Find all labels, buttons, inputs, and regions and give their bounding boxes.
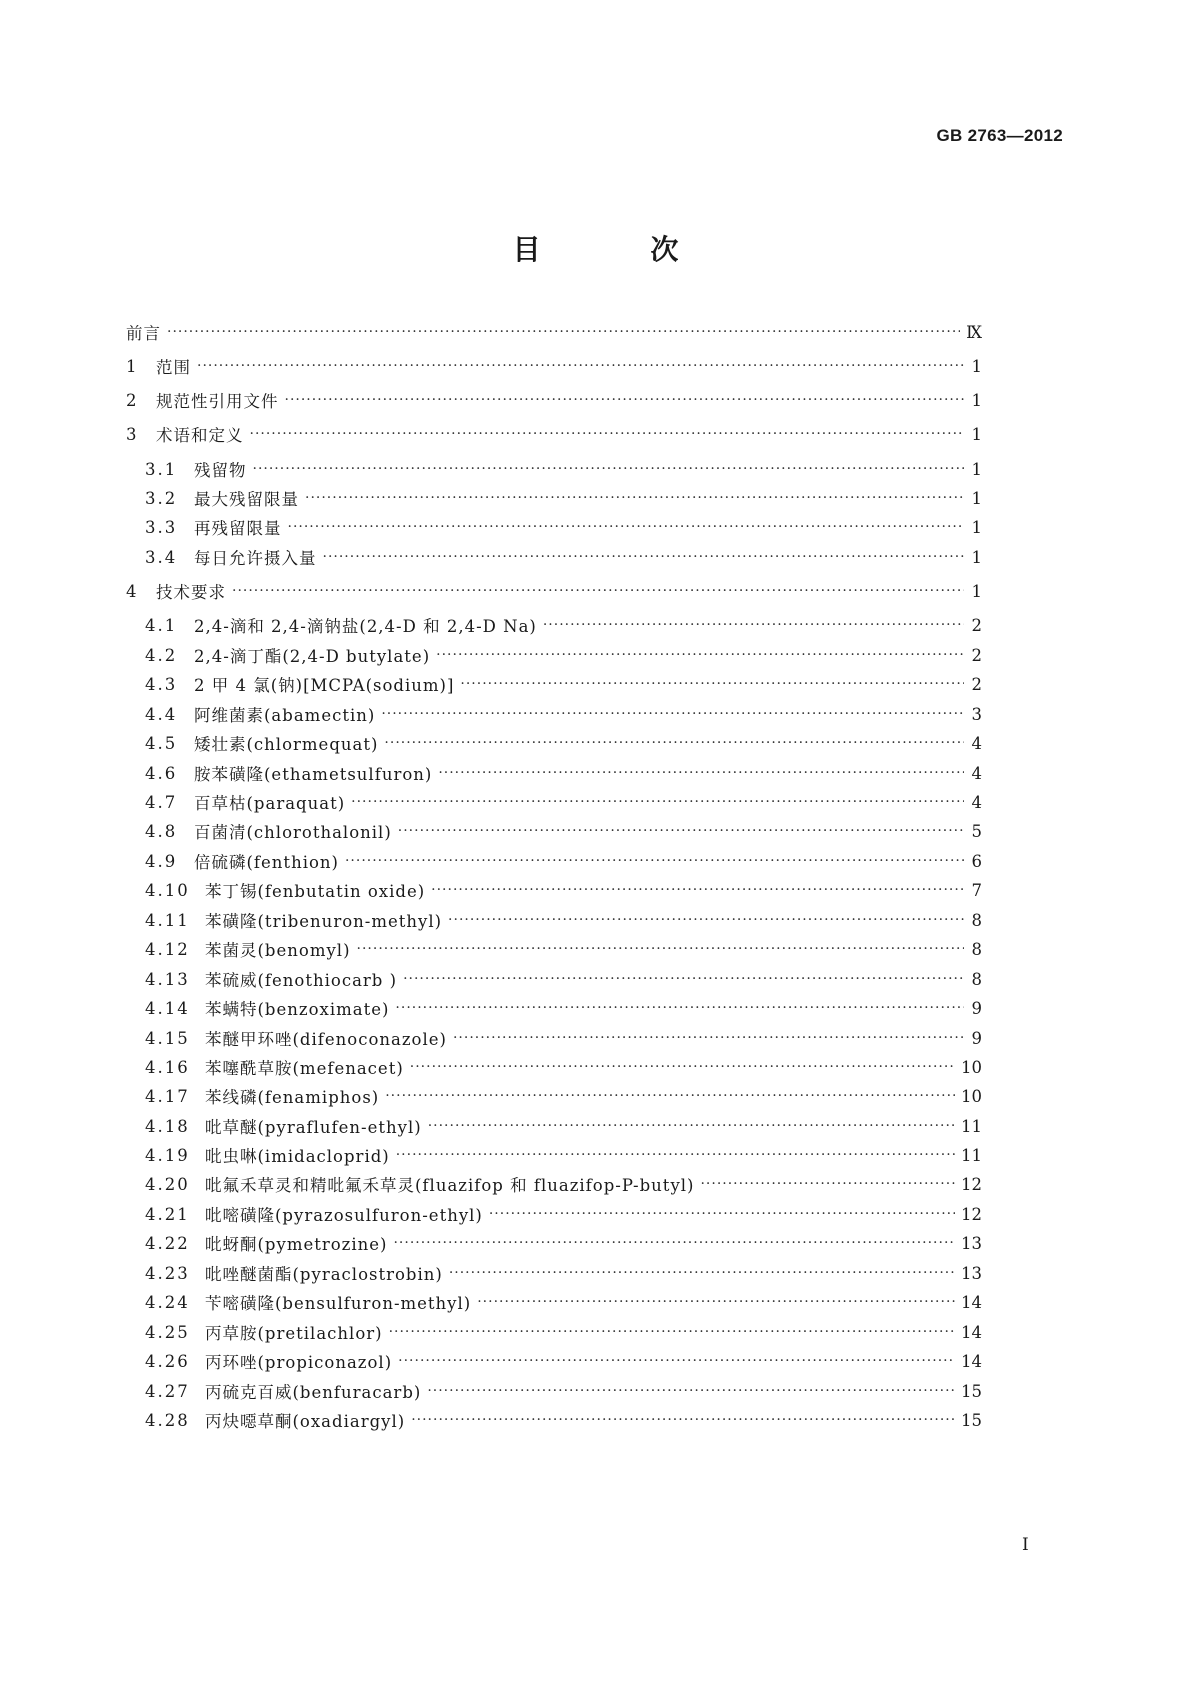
- toc-entry-number: 4.20: [145, 1174, 190, 1194]
- dot-leader: [232, 583, 964, 599]
- toc-entry-number: 4.11: [145, 910, 190, 930]
- dot-leader: [305, 490, 964, 506]
- toc-entry-number: 4.22: [145, 1233, 190, 1253]
- toc-entry-number: 1: [126, 356, 139, 376]
- toc-entry-page: 2: [971, 645, 982, 665]
- toc-entry-page: 12: [961, 1204, 982, 1224]
- toc-entry-title: 百草枯(paraquat): [194, 794, 346, 813]
- toc-entry-number: 3: [126, 424, 139, 444]
- toc-entry[interactable]: [145, 1200, 982, 1228]
- dot-leader: [543, 617, 964, 633]
- dot-leader: [288, 519, 965, 535]
- toc-entry-number: 4.7: [145, 792, 178, 812]
- toc-entry-page: 4: [971, 763, 982, 783]
- toc-entry-page: 15: [961, 1410, 982, 1430]
- toc-entry[interactable]: [145, 1377, 982, 1405]
- toc-entry-title: 吡蚜酮(pymetrozine): [205, 1235, 388, 1254]
- toc-entry-title: 丙硫克百威(benfuracarb): [205, 1383, 422, 1402]
- toc-entry-number: 4.14: [145, 998, 190, 1018]
- toc-entry-page: 1: [971, 547, 982, 567]
- dot-leader: [398, 823, 964, 839]
- toc-entry-title: 矮壮素(chlormequat): [194, 735, 379, 754]
- toc-entry-page: 8: [971, 939, 982, 959]
- toc-entry-page: 4: [971, 792, 982, 812]
- toc-entry[interactable]: [145, 876, 982, 904]
- toc-entry-number: 4.27: [145, 1381, 190, 1401]
- toc-entry-title: 苯螨特(benzoximate): [205, 1000, 390, 1019]
- toc-entry-title: 苯线磷(fenamiphos): [205, 1088, 380, 1107]
- toc-entry-number: 3.1: [145, 459, 178, 479]
- toc-entry-page: 11: [961, 1145, 982, 1165]
- toc-entry[interactable]: [145, 700, 982, 728]
- toc-entry-title: 吡唑醚菌酯(pyraclostrobin): [205, 1265, 443, 1284]
- toc-entry-number: 4.26: [145, 1351, 190, 1371]
- toc-entry[interactable]: [145, 1082, 982, 1110]
- toc-entry-title: 苯丁锡(fenbutatin oxide): [205, 882, 426, 901]
- toc-entry-page: 1: [971, 581, 982, 601]
- toc-entry-title: 规范性引用文件: [156, 392, 279, 411]
- toc-entry-title: 胺苯磺隆(ethametsulfuron): [194, 765, 433, 784]
- toc-entry-number: 4.24: [145, 1292, 190, 1312]
- toc-entry-title: 苯菌灵(benomyl): [205, 941, 351, 960]
- toc-entry[interactable]: [145, 788, 982, 816]
- toc-entry-number: 4.3: [145, 674, 178, 694]
- toc-entry[interactable]: [145, 1112, 982, 1140]
- toc-entry-page: 6: [971, 851, 982, 871]
- toc-entry-number: 3.4: [145, 547, 178, 567]
- toc-entry-title: 苯硫威(fenothiocarb ): [205, 971, 398, 990]
- toc-entry[interactable]: [145, 1170, 982, 1198]
- toc-entry-page: 7: [971, 880, 982, 900]
- toc-entry[interactable]: [145, 1406, 982, 1434]
- toc-entry-page: 1: [971, 517, 982, 537]
- toc-entry[interactable]: [145, 1024, 982, 1052]
- toc-entry-number: 4.17: [145, 1086, 190, 1106]
- toc-entry-number: 4.10: [145, 880, 190, 900]
- toc-entry[interactable]: [145, 935, 982, 963]
- toc-entry[interactable]: [145, 965, 982, 993]
- toc-entry-page: 9: [971, 1028, 982, 1048]
- toc-entry[interactable]: [126, 386, 982, 414]
- toc-entry[interactable]: [145, 729, 982, 757]
- dot-leader: [410, 1059, 955, 1075]
- toc-entry-title: 2,4-滴丁酯(2,4-D butylate): [194, 647, 431, 666]
- toc-entry-title: 苯醚甲环唑(difenoconazole): [205, 1030, 447, 1049]
- toc-entry-page: 15: [961, 1381, 982, 1401]
- dot-leader: [477, 1294, 955, 1310]
- toc-entry-title: 2 甲 4 氯(钠)[MCPA(sodium)]: [194, 676, 455, 695]
- toc-entry-title: 范围: [156, 358, 191, 377]
- dot-leader: [700, 1176, 955, 1192]
- toc-entry-title: 残留物: [194, 461, 247, 480]
- toc-entry-page: 2: [971, 674, 982, 694]
- page-number: I: [1022, 1535, 1029, 1555]
- toc-entry-number: 4.28: [145, 1410, 190, 1430]
- toc-entry[interactable]: [126, 420, 982, 448]
- toc-entry-page: 14: [961, 1292, 982, 1312]
- toc-entry-page: Ⅸ: [966, 322, 982, 342]
- dot-leader: [449, 1265, 955, 1281]
- toc-entry-page: 14: [961, 1322, 982, 1342]
- toc-entry-page: 1: [971, 390, 982, 410]
- toc-entry-title: 丙草胺(pretilachlor): [205, 1324, 383, 1343]
- toc-entry[interactable]: [145, 1288, 982, 1316]
- toc-entry-number: 4.15: [145, 1028, 190, 1048]
- toc-entry-title: 吡嘧磺隆(pyrazosulfuron-ethyl): [205, 1206, 483, 1225]
- dot-leader: [396, 1147, 955, 1163]
- dot-leader: [385, 1088, 955, 1104]
- dot-leader: [436, 647, 964, 663]
- toc-entry-page: 1: [971, 459, 982, 479]
- dot-leader: [427, 1383, 955, 1399]
- toc-entry-title: 吡氟禾草灵和精吡氟禾草灵(fluazifop 和 fluazifop-P-butyl): [205, 1176, 695, 1195]
- toc-entry[interactable]: [145, 513, 982, 541]
- standard-number: GB 2763—2012: [936, 126, 1063, 145]
- toc-entry-number: 4: [126, 581, 139, 601]
- toc-entry-number: 4.1: [145, 615, 178, 635]
- dot-leader: [197, 358, 964, 374]
- dot-leader: [357, 941, 964, 957]
- toc-entry-page: 8: [971, 910, 982, 930]
- toc-entry-title: 丙炔噁草酮(oxadiargyl): [205, 1412, 406, 1431]
- toc-entry[interactable]: [145, 670, 982, 698]
- toc-entry-title: 每日允许摄入量: [194, 549, 317, 568]
- toc-entry-page: 1: [971, 488, 982, 508]
- toc-entry[interactable]: [145, 906, 982, 934]
- toc-entry-number: 4.19: [145, 1145, 190, 1165]
- toc-entry-number: 4.12: [145, 939, 190, 959]
- dot-leader: [389, 1324, 955, 1340]
- dot-leader: [438, 765, 964, 781]
- toc-entry-page: 1: [971, 356, 982, 376]
- dot-leader: [167, 324, 960, 340]
- dot-leader: [253, 461, 965, 477]
- toc-entry-page: 5: [971, 821, 982, 841]
- toc-entry-title: 倍硫磷(fenthion): [194, 853, 339, 872]
- toc-entry-number: 4.2: [145, 645, 178, 665]
- toc-entry[interactable]: [145, 484, 982, 512]
- toc-entry-title: 前言: [126, 324, 161, 343]
- toc-entry-page: 3: [971, 704, 982, 724]
- toc-entry-page: 2: [971, 615, 982, 635]
- toc-entry-title: 术语和定义: [156, 426, 244, 445]
- toc-entry-title: 最大残留限量: [194, 490, 299, 509]
- toc-entry[interactable]: [126, 318, 982, 346]
- toc-entry-page: 14: [961, 1351, 982, 1371]
- toc-entry-number: 4.18: [145, 1116, 190, 1136]
- toc-entry-title: 苄嘧磺隆(bensulfuron-methyl): [205, 1294, 472, 1313]
- toc-entry-title: 吡草醚(pyraflufen-ethyl): [205, 1118, 422, 1137]
- toc-entry-page: 11: [961, 1116, 982, 1136]
- toc-entry-page: 1: [971, 424, 982, 444]
- toc-entry[interactable]: [145, 1229, 982, 1257]
- toc-entry-title: 吡虫啉(imidacloprid): [205, 1147, 390, 1166]
- toc-entry-number: 4.9: [145, 851, 178, 871]
- toc-entry-number: 4.5: [145, 733, 178, 753]
- toc-entry-page: 13: [961, 1233, 982, 1253]
- dot-leader: [384, 735, 964, 751]
- dot-leader: [411, 1412, 955, 1428]
- toc-entry-page: 12: [961, 1174, 982, 1194]
- toc-entry-number: 4.25: [145, 1322, 190, 1342]
- toc-entry-title: 苯磺隆(tribenuron-methyl): [205, 912, 443, 931]
- toc-entry-number: 4.4: [145, 704, 178, 724]
- dot-leader: [395, 1000, 964, 1016]
- toc-entry[interactable]: [145, 543, 982, 571]
- toc-entry[interactable]: [145, 1141, 982, 1169]
- dot-leader: [351, 794, 964, 810]
- dot-leader: [393, 1235, 955, 1251]
- toc-entry-page: 8: [971, 969, 982, 989]
- toc-entry[interactable]: [145, 1318, 982, 1346]
- dot-leader: [345, 853, 964, 869]
- dot-leader: [448, 912, 964, 928]
- toc-entry-number: 3.2: [145, 488, 178, 508]
- toc-entry[interactable]: [145, 1259, 982, 1287]
- dot-leader: [398, 1353, 955, 1369]
- toc-entry-title: 苯噻酰草胺(mefenacet): [205, 1059, 404, 1078]
- toc-entry[interactable]: [145, 817, 982, 845]
- toc-entry[interactable]: [145, 641, 982, 669]
- dot-leader: [381, 706, 964, 722]
- dot-leader: [428, 1118, 955, 1134]
- dot-leader: [460, 676, 964, 692]
- toc-entry-number: 4.13: [145, 969, 190, 989]
- toc-entry-number: 4.23: [145, 1263, 190, 1283]
- toc-entry-number: 4.21: [145, 1204, 190, 1224]
- toc-entry[interactable]: [126, 577, 982, 605]
- dot-leader: [453, 1030, 964, 1046]
- dot-leader: [403, 971, 964, 987]
- toc-entry-title: 阿维菌素(abamectin): [194, 706, 376, 725]
- page-title: 目 次: [512, 233, 729, 266]
- toc-entry-number: 3.3: [145, 517, 178, 537]
- dot-leader: [285, 392, 965, 408]
- dot-leader: [250, 426, 965, 442]
- toc-entry-title: 再残留限量: [194, 519, 282, 538]
- toc-entry-page: 9: [971, 998, 982, 1018]
- toc-entry[interactable]: [145, 759, 982, 787]
- toc-entry-number: 2: [126, 390, 139, 410]
- toc-entry-page: 10: [961, 1057, 982, 1077]
- toc-entry[interactable]: [145, 611, 982, 639]
- toc-entry-number: 4.8: [145, 821, 178, 841]
- toc-entry[interactable]: [145, 847, 982, 875]
- toc-entry[interactable]: [145, 455, 982, 483]
- toc-entry-page: 10: [961, 1086, 982, 1106]
- toc-entry-number: 4.6: [145, 763, 178, 783]
- dot-leader: [489, 1206, 955, 1222]
- toc-entry-page: 13: [961, 1263, 982, 1283]
- toc-entry-title: 百菌清(chlorothalonil): [194, 823, 392, 842]
- toc-entry-page: 4: [971, 733, 982, 753]
- toc-entry[interactable]: [145, 1347, 982, 1375]
- toc-entry-number: 4.16: [145, 1057, 190, 1077]
- toc-entry-title: 技术要求: [156, 583, 226, 602]
- toc-entry[interactable]: [145, 1053, 982, 1081]
- toc-entry[interactable]: [145, 994, 982, 1022]
- toc-entry-title: 2,4-滴和 2,4-滴钠盐(2,4-D 和 2,4-D Na): [194, 617, 537, 636]
- dot-leader: [323, 549, 965, 565]
- dot-leader: [431, 882, 964, 898]
- toc-entry[interactable]: [126, 352, 982, 380]
- toc-entry-title: 丙环唑(propiconazol): [205, 1353, 393, 1372]
